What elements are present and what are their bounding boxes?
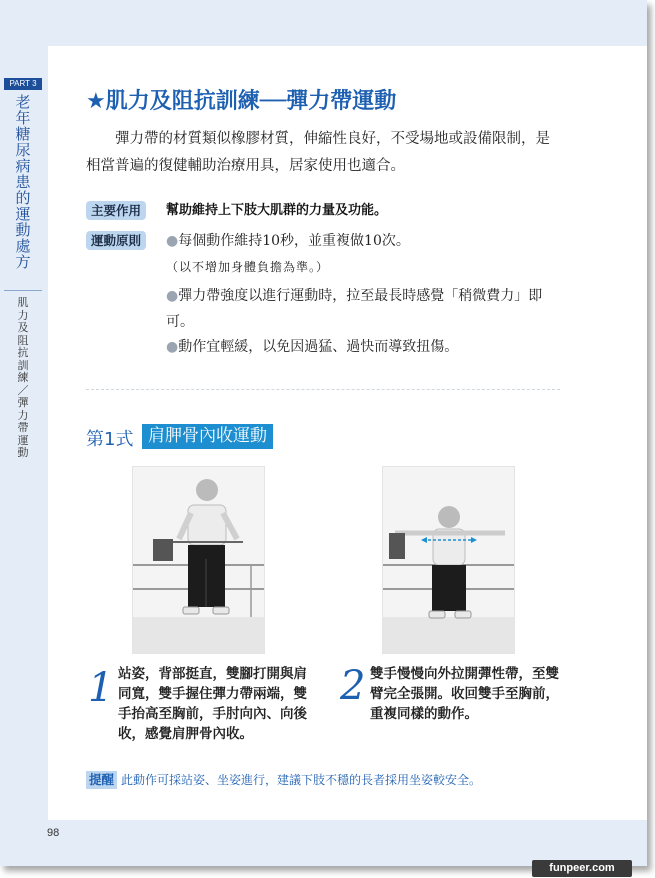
principle-text: 彈力帶強度以進行運動時，拉至最長時感覺「稍微費力」即可。 — [166, 288, 543, 330]
part-label: PART 3 — [4, 78, 42, 90]
bullet-icon: ● — [166, 339, 179, 355]
tip-text: 此動作可採站姿、坐姿進行，建議下肢不穩的長者採用坐姿較安全。 — [121, 773, 482, 787]
principles-label: 運動原則 — [86, 231, 146, 250]
principle-text: 動作宜輕緩，以免因過猛、過快而導致扭傷。 — [178, 339, 459, 355]
principle-item-1 — [166, 228, 566, 280]
exercise-photo-step-2 — [382, 466, 515, 654]
tip-label: 提醒 — [86, 771, 117, 789]
bullet-icon: ● — [166, 288, 179, 304]
step-1-text: 站姿，背部挺直，雙腳打開與肩同寬，雙手握住彈力帶兩端，雙手抬高至胸前，手肘向內、向後收，感覺肩胛骨內收。 — [118, 666, 307, 742]
page-number: 98 — [47, 827, 60, 839]
page-title: ★肌力及阻抗訓練──彈力帶運動 — [86, 89, 397, 114]
section-subtitle: 肌力及阻抗訓練／彈力帶運動 — [17, 296, 29, 459]
intro-paragraph: 彈力帶的材質類似橡膠材質，伸縮性良好，不受場地或設備限制，是相當普遍的復健輔助治療用具，居家使用也適合。 — [86, 131, 550, 174]
step-2-number: 2 — [340, 663, 366, 709]
principle-note: （以不增加身體負擔為準。） — [166, 260, 330, 274]
section-divider — [86, 389, 560, 390]
principle-text: 每個動作維持10秒，並重複做10次。 — [178, 233, 410, 249]
bullet-icon: ● — [166, 233, 179, 249]
step-2-text: 雙手慢慢向外拉開彈性帶，至雙臂完全張開。收回雙手至胸前，重複同樣的動作。 — [370, 666, 559, 722]
exercise-label: 第1式 — [86, 429, 134, 450]
exercise-photo-step-1 — [132, 466, 265, 654]
main-effect-label: 主要作用 — [86, 201, 146, 220]
watermark-logo: funpeer.com — [532, 860, 632, 877]
step-1-number: 1 — [88, 665, 114, 711]
exercise-name-banner: 肩胛骨內收運動 — [142, 424, 273, 449]
side-divider — [4, 290, 42, 291]
principle-item-2 — [166, 283, 566, 335]
main-effect-text: 幫助維持上下肢大肌群的力量及功能。 — [166, 203, 388, 218]
chapter-title: 老年糖尿病患的運動處方 — [15, 93, 31, 271]
principle-item-3 — [166, 334, 566, 360]
